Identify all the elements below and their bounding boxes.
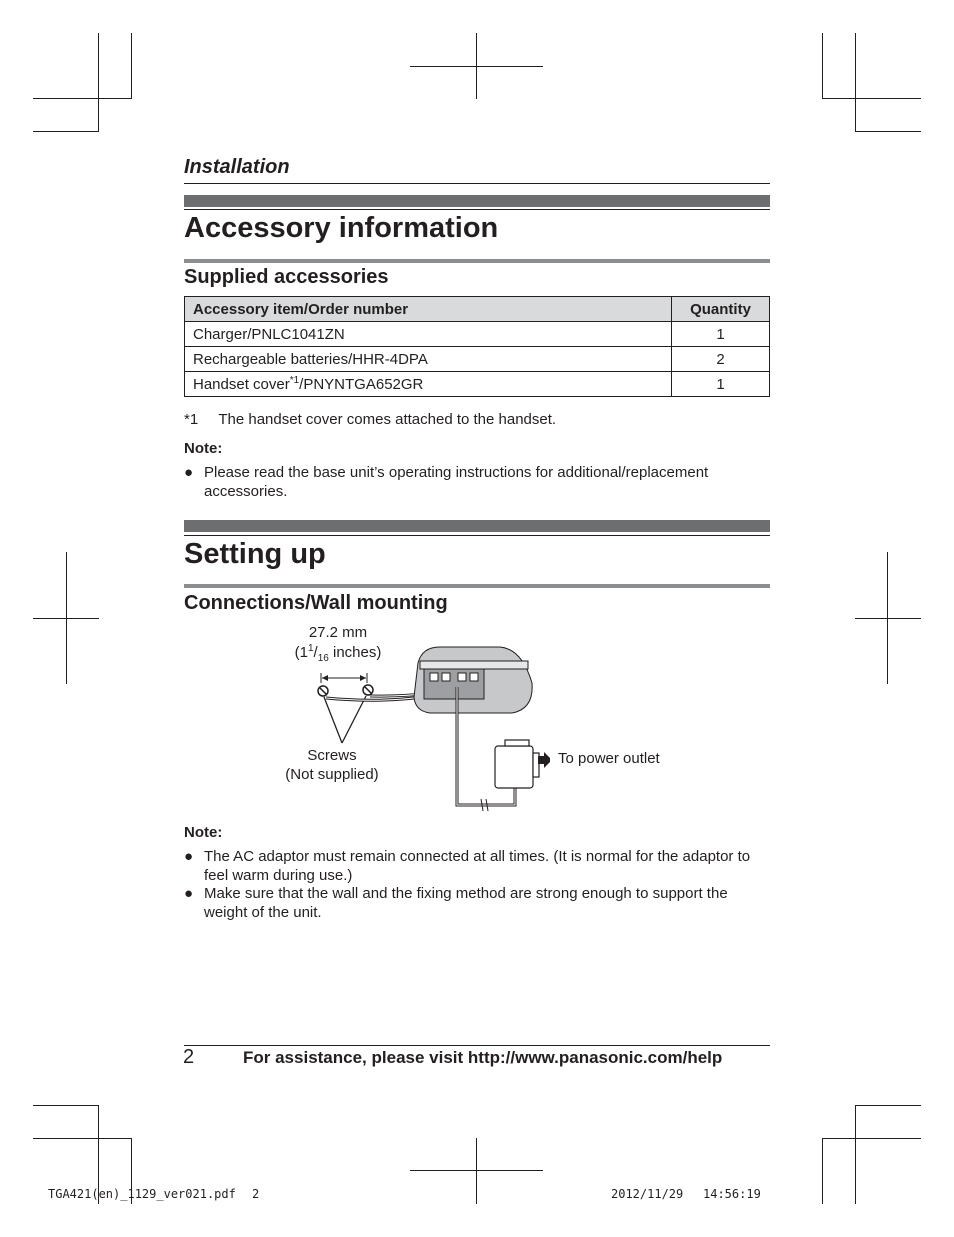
footnote — [184, 411, 556, 428]
cell-item-order: /PNYNTGA652GR — [299, 376, 424, 393]
section-bar — [184, 195, 770, 207]
section-bar-underline — [184, 209, 770, 210]
wall-mounting-diagram — [300, 635, 550, 815]
screw-icon — [318, 685, 373, 696]
ac-adaptor-icon — [495, 740, 539, 788]
section-label: Installation — [184, 156, 290, 178]
note-text: Please read the base unit’s operating instructions for additional/replacement accessories. — [204, 464, 709, 500]
footnote-ref: *1 — [289, 375, 300, 386]
cell-quantity: 1 — [672, 372, 770, 397]
bullet-icon: ● — [184, 848, 194, 865]
list-item — [184, 884, 774, 922]
note-label: Note: — [184, 824, 223, 841]
footnote-text: The handset cover comes attached to the handset. — [218, 411, 557, 428]
cell-item — [185, 372, 672, 397]
section-bar — [184, 520, 770, 532]
title-rule — [184, 259, 770, 263]
page-number: 2 — [183, 1046, 195, 1068]
power-outlet-label: To power outlet — [558, 750, 660, 767]
base-unit-icon — [414, 647, 532, 713]
bullet-icon: ● — [184, 464, 194, 481]
header-rule — [184, 183, 770, 184]
table-header-row — [185, 297, 770, 322]
print-time: 14:56:19 — [703, 1187, 761, 1201]
distance-inches: ($1^1/_{16}$ inches) — [294, 643, 382, 664]
accessory-table — [184, 296, 770, 397]
note-text: The AC adaptor must remain connected at all times. (It is normal for the adaptor to feel warm during use.) — [204, 848, 751, 884]
section-bar-underline — [184, 535, 770, 536]
screw-pointer — [324, 696, 366, 743]
list-item — [184, 847, 774, 885]
not-supplied-text: (Not supplied) — [285, 766, 379, 783]
screws-text: Screws — [307, 747, 357, 764]
cell-quantity: 2 — [672, 347, 770, 372]
print-page: 2 — [252, 1187, 260, 1201]
col-header-quantity: Quantity — [672, 297, 770, 322]
cell-item: Rechargeable batteries/HHR-4DPA — [185, 347, 672, 372]
footer-rule — [184, 1045, 770, 1046]
col-header-item: Accessory item/Order number — [185, 297, 672, 322]
cell-item: Charger/PNLC1041ZN — [185, 322, 672, 347]
note-text: Make sure that the wall and the fixing method are strong enough to support the weight of the unit. — [204, 885, 728, 921]
power-arrow-icon — [538, 752, 550, 768]
table-row — [185, 347, 770, 372]
table-row — [185, 372, 770, 397]
footnote-mark: *1 — [184, 411, 199, 428]
distance-mm: 27.2 mm — [308, 624, 368, 641]
title-rule — [184, 584, 770, 588]
screws-label — [270, 746, 394, 784]
print-date: 2012/11/29 — [611, 1187, 684, 1201]
table-row — [185, 322, 770, 347]
list-item — [184, 463, 774, 501]
setup-title: Setting up — [184, 538, 326, 570]
print-file: TGA421(en)_1129_ver021.pdf — [48, 1187, 236, 1201]
accessory-subtitle: Supplied accessories — [184, 266, 389, 288]
note-label: Note: — [184, 440, 223, 457]
cell-quantity: 1 — [672, 322, 770, 347]
distance-arrow — [321, 673, 367, 683]
cell-item-text: Handset cover — [193, 376, 290, 393]
bullet-icon: ● — [184, 885, 194, 902]
assistance-text: For assistance, please visit http://www.panasonic.com/help — [243, 1048, 723, 1067]
setup-subtitle: Connections/Wall mounting — [184, 592, 448, 614]
accessory-title: Accessory information — [184, 212, 499, 244]
